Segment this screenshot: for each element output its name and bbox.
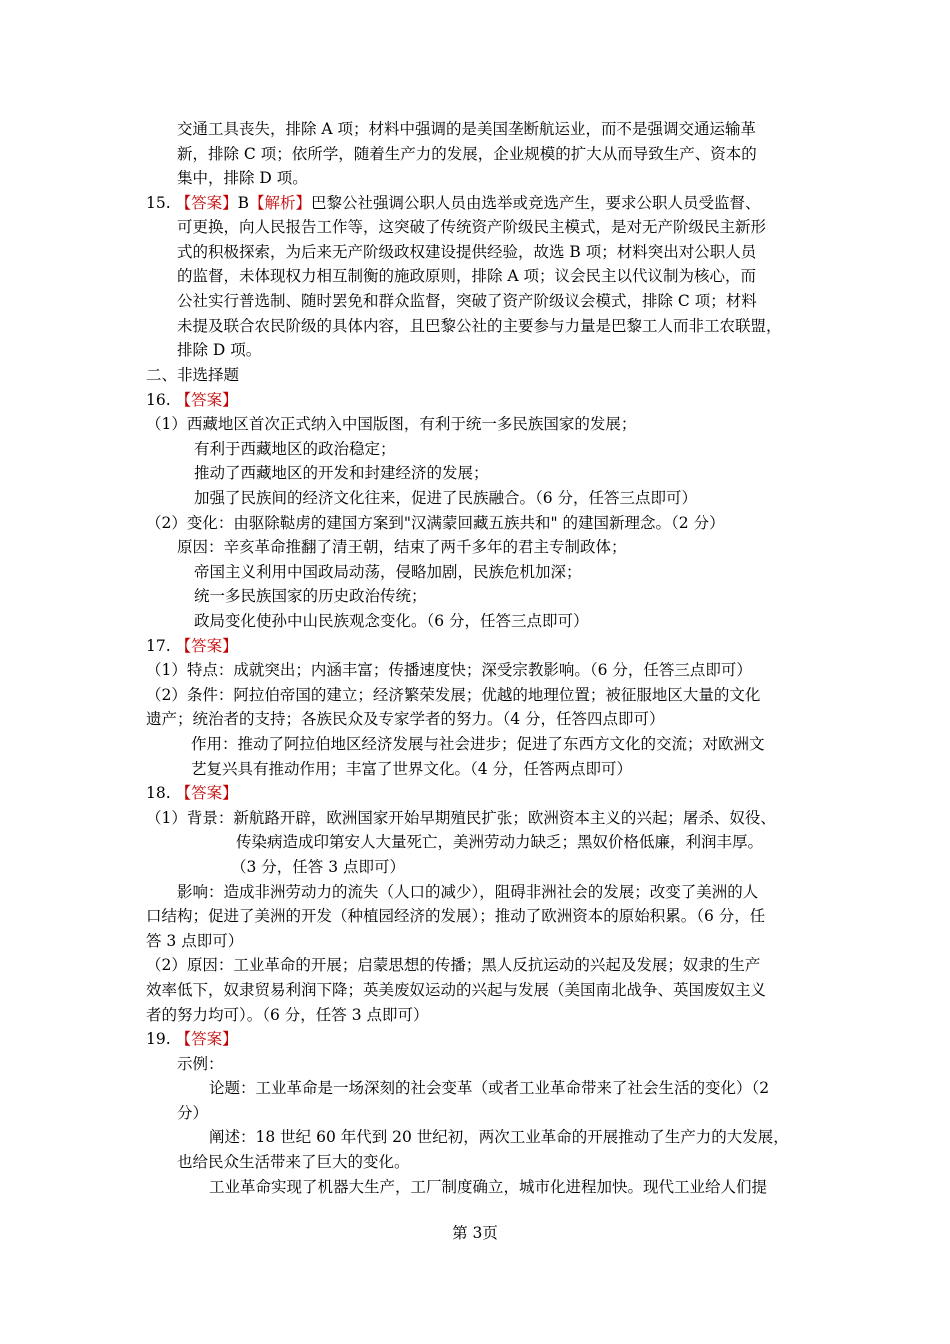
text-line: 答 3 点即可） <box>146 932 244 950</box>
text-line: 示例： <box>177 1055 224 1073</box>
text-line: 可更换，向人民报告工作等，这突破了传统资产阶级民主模式，是对无产阶级民主新形 <box>177 218 767 236</box>
text-line: 论题：工业革命是一场深刻的社会变革（或者工业革命带来了社会生活的变化）（2 <box>209 1079 770 1097</box>
text-line: 也给民众生活带来了巨大的变化。 <box>177 1153 410 1171</box>
section-heading: 二、非选择题 <box>146 366 240 384</box>
text-line: （1）特点：成就突出；内涵丰富；传播速度快；深受宗教影响。（6 分，任答三点即可） <box>146 661 752 679</box>
analysis-tag: 【解析】 <box>249 194 312 212</box>
text-line: 式的积极探索，为后来无产阶级政权建设提供经验，故选 B 项；材料突出对公职人员 <box>177 243 757 261</box>
answer-tag: 【答案】 <box>175 391 238 409</box>
text-line: 者的努力均可）。（6 分，任答 3 点即可） <box>146 1006 429 1024</box>
question-number: 16. <box>146 391 171 409</box>
text-line: 工业革命实现了机器大生产，工厂制度确立，城市化进程加快。现代工业给人们提 <box>209 1178 768 1196</box>
text-line: 作用：推动了阿拉伯地区经济发展与社会进步；促进了东西方文化的交流；对欧洲文 <box>191 735 765 753</box>
text-line: （1）西藏地区首次正式纳入中国版图，有利于统一多民族国家的发展； <box>146 415 637 433</box>
answer-tag: 【答案】 <box>175 637 238 655</box>
text-line: 未提及联合农民阶级的具体内容，且巴黎公社的主要参与力量是巴黎工人而非工农联盟， <box>177 317 782 335</box>
text-line: 遗产；统治者的支持；各族民众及专家学者的努力。（4 分，任答四点即可） <box>146 710 665 728</box>
question-number: 17. <box>146 637 171 655</box>
question-number: 15. <box>146 194 171 212</box>
text-line: 加强了民族间的经济文化往来，促进了民族融合。（6 分，任答三点即可） <box>194 489 698 507</box>
question-number: 19. <box>146 1030 171 1048</box>
text-line: （2）变化：由驱除鞑虏的建国方案到"汉满蒙回藏五族共和" 的建国新理念。（2 分） <box>146 514 725 532</box>
text-line: 艺复兴具有推动作用；丰富了世界文化。（4 分，任答两点即可） <box>191 760 633 778</box>
text-line: 有利于西藏地区的政治稳定； <box>194 440 396 458</box>
analysis-text: 巴黎公社强调公职人员由选举或竞选产生，要求公职人员受监督、 <box>311 194 761 212</box>
question-15-first-line <box>146 192 761 214</box>
question-number: 18. <box>146 784 171 802</box>
answer-value: B <box>237 194 249 212</box>
text-line: （2）条件：阿拉伯帝国的建立；经济繁荣发展；优越的地理位置；被征服地区大量的文化 <box>146 686 761 704</box>
text-line: 公社实行普选制、随时罢免和群众监督，突破了资产阶级议会模式，排除 C 项；材料 <box>177 292 757 310</box>
text-line: 效率低下，奴隶贸易利润下降；英美废奴运动的兴起与发展（美国南北战争、英国废奴主义 <box>146 981 767 999</box>
question-16-heading <box>146 389 238 411</box>
text-line: 帝国主义利用中国政局动荡，侵略加剧，民族危机加深； <box>194 563 582 581</box>
page-number: 第 3页 <box>452 1224 498 1242</box>
question-17-heading <box>146 635 238 657</box>
text-line: 统一多民族国家的历史政治传统； <box>194 587 427 605</box>
answer-tag: 【答案】 <box>175 1030 238 1048</box>
text-line: 分） <box>177 1104 209 1122</box>
text-line: （3 分，任答 3 点即可） <box>231 858 406 876</box>
text-line: 交通工具丧失，排除 A 项；材料中强调的是美国垄断航运业，而不是强调交通运输革 <box>177 120 757 138</box>
text-line: 集中，排除 D 项。 <box>177 169 308 187</box>
text-line: （1）背景：新航路开辟，欧洲国家开始早期殖民扩张；欧洲资本主义的兴起；屠杀、奴役、 <box>146 809 776 827</box>
question-19-heading <box>146 1028 238 1050</box>
answer-tag: 【答案】 <box>175 784 238 802</box>
text-line: 阐述：18 世纪 60 年代到 20 世纪初，两次工业革命的开展推动了生产力的大发展， <box>209 1128 789 1146</box>
question-18-heading <box>146 782 238 804</box>
text-line: 推动了西藏地区的开发和封建经济的发展； <box>194 464 489 482</box>
text-line: 的监督，未体现权力相互制衡的施政原则，排除 A 项；议会民主以代议制为核心，而 <box>177 267 757 285</box>
text-line: 原因：辛亥革命推翻了清王朝，结束了两千多年的君主专制政体； <box>177 538 627 556</box>
answer-tag: 【答案】 <box>175 194 238 212</box>
text-line: 影响：造成非洲劳动力的流失（人口的减少），阻碍非洲社会的发展；改变了美洲的人 <box>177 883 759 901</box>
text-line: 传染病造成印第安人大量死亡，美洲劳动力缺乏；黑奴价格低廉，利润丰厚。 <box>236 833 764 851</box>
text-line: 口结构；促进了美洲的开发（种植园经济的发展）；推动了欧洲资本的原始积累。（6 分，任 <box>146 907 766 925</box>
text-line: 新，排除 C 项；依所学，随着生产力的发展，企业规模的扩大从而导致生产、资本的 <box>177 145 757 163</box>
text-line: 政局变化使孙中山民族观念变化。（6 分，任答三点即可） <box>194 612 589 630</box>
text-line: 排除 D 项。 <box>177 341 262 359</box>
text-line: （2）原因：工业革命的开展；启蒙思想的传播；黑人反抗运动的兴起及发展；奴隶的生产 <box>146 956 761 974</box>
